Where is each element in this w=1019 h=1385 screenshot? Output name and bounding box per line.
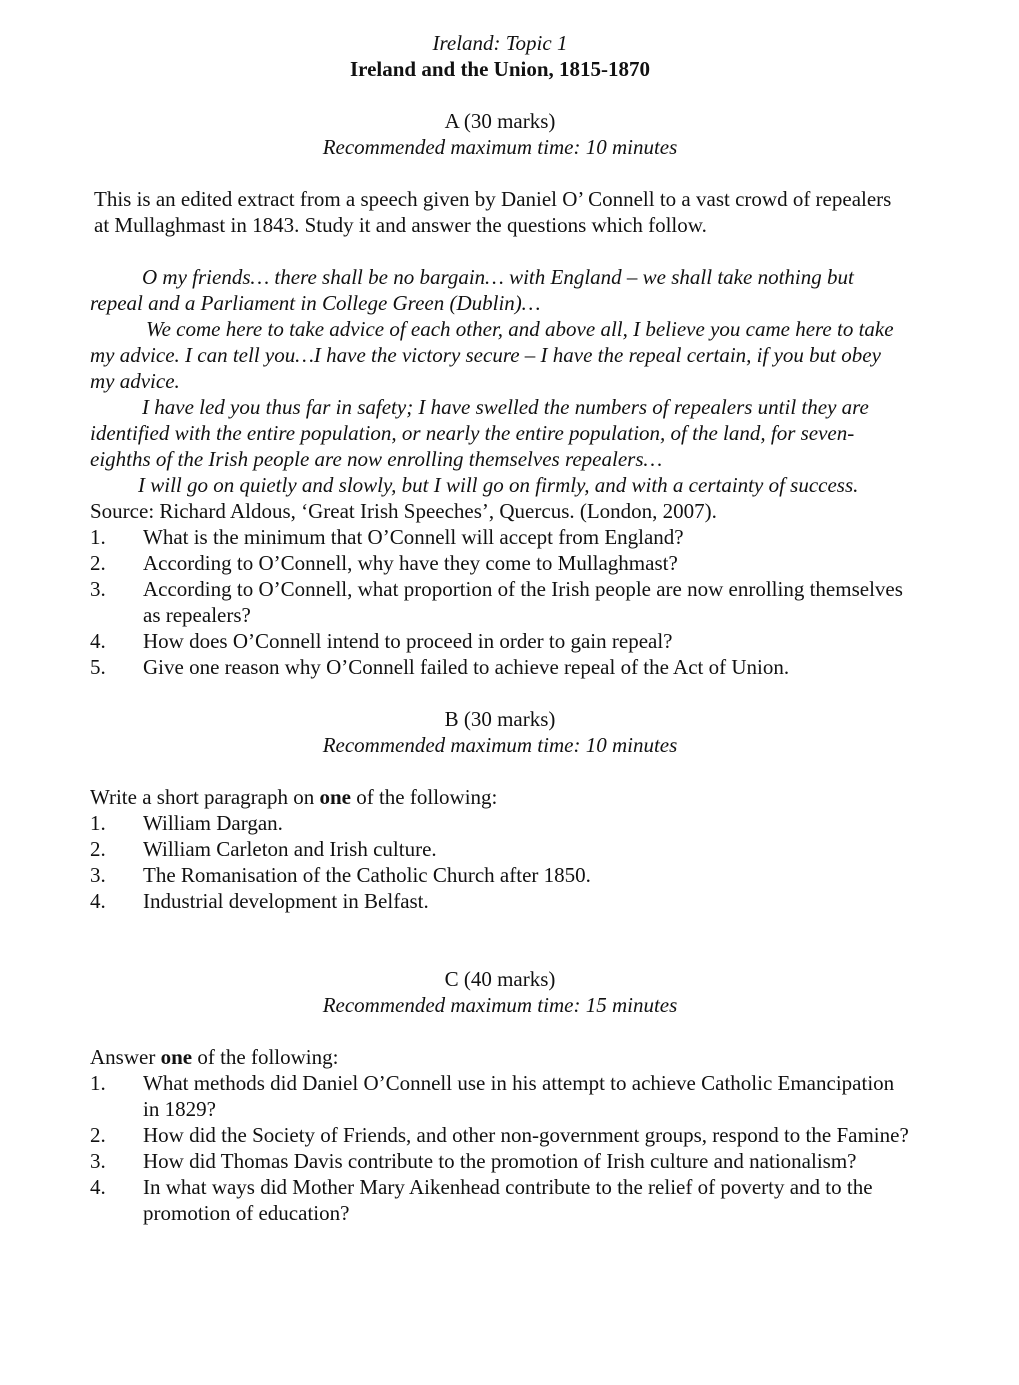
question-item bbox=[90, 576, 910, 628]
extract-paragraph: I will go on quietly and slowly, but I will go on firmly, and with a certainty of success. bbox=[138, 473, 859, 497]
section-a-time: Recommended maximum time: 10 minutes bbox=[322, 135, 678, 159]
question-text: William Dargan. bbox=[143, 811, 283, 835]
section-b-items bbox=[90, 810, 910, 914]
question-text: What is the minimum that O’Connell will accept from England? bbox=[143, 525, 684, 549]
exam-page bbox=[90, 30, 910, 1226]
question-text: Industrial development in Belfast. bbox=[143, 889, 429, 913]
question-item bbox=[90, 888, 910, 914]
question-item bbox=[90, 1148, 910, 1174]
question-item bbox=[90, 654, 910, 680]
question-text: The Romanisation of the Catholic Church after 1850. bbox=[143, 863, 591, 887]
question-item bbox=[90, 1174, 910, 1226]
speech-extract bbox=[90, 264, 910, 498]
question-item bbox=[90, 836, 910, 862]
extract-paragraph: O my friends… there shall be no bargain… with England – we shall take nothing but repeal and a Parliament in College Green (Dublin)… bbox=[90, 265, 854, 315]
question-item bbox=[90, 550, 910, 576]
instruction-text: of the following: bbox=[350, 785, 498, 809]
section-b-time: Recommended maximum time: 10 minutes bbox=[322, 733, 678, 757]
question-item bbox=[90, 524, 910, 550]
section-c bbox=[90, 966, 910, 1226]
instruction-text: Write a short paragraph on bbox=[90, 785, 320, 809]
section-a-heading: A (30 marks) bbox=[444, 109, 556, 133]
question-number: 4. bbox=[90, 629, 106, 653]
question-number: 4. bbox=[90, 889, 106, 913]
section-b bbox=[90, 706, 910, 914]
question-item bbox=[90, 810, 910, 836]
instruction-text: of the following: bbox=[192, 1045, 339, 1069]
question-number: 3. bbox=[90, 577, 106, 601]
question-number: 1. bbox=[90, 1071, 106, 1095]
extract-source: Source: Richard Aldous, ‘Great Irish Speeches’, Quercus. (London, 2007). bbox=[90, 499, 717, 523]
section-a bbox=[90, 108, 910, 680]
question-item bbox=[90, 628, 910, 654]
question-text: In what ways did Mother Mary Aikenhead contribute to the relief of poverty and to the promotion of education? bbox=[143, 1175, 873, 1225]
question-number: 3. bbox=[90, 1149, 106, 1173]
question-text: William Carleton and Irish culture. bbox=[143, 837, 437, 861]
extract-paragraph: I have led you thus far in safety; I have swelled the numbers of repealers until they are identified with the entire population, or nearly the entire population, of the land, for seven-eighths of the Irish people are now enrolling themselves repealers… bbox=[90, 395, 869, 471]
question-number: 4. bbox=[90, 1175, 106, 1199]
question-text: Give one reason why O’Connell failed to achieve repeal of the Act of Union. bbox=[143, 655, 790, 679]
section-a-questions bbox=[90, 524, 910, 680]
topic-label: Ireland: Topic 1 bbox=[432, 31, 568, 55]
question-number: 3. bbox=[90, 863, 106, 887]
question-text: What methods did Daniel O’Connell use in his attempt to achieve Catholic Emancipation in 1829? bbox=[143, 1071, 895, 1121]
section-b-heading: B (30 marks) bbox=[444, 707, 556, 731]
section-b-instruction bbox=[90, 784, 910, 810]
question-number: 2. bbox=[90, 837, 106, 861]
section-c-instruction bbox=[90, 1044, 910, 1070]
extract-paragraph: We come here to take advice of each other, and above all, I believe you came here to take my advice. I can tell you…I have the victory secure – I have the repeal certain, if you but obey my advice. bbox=[90, 317, 894, 393]
section-a-intro: This is an edited extract from a speech given by Daniel O’ Connell to a vast crowd of repealers at Mullaghmast in 1843. Study it and answer the questions which follow. bbox=[94, 187, 892, 237]
question-text: How does O’Connell intend to proceed in order to gain repeal? bbox=[143, 629, 673, 653]
instruction-emphasis: one bbox=[319, 785, 351, 809]
question-number: 1. bbox=[90, 811, 106, 835]
question-text: How did Thomas Davis contribute to the promotion of Irish culture and nationalism? bbox=[143, 1149, 857, 1173]
section-c-time: Recommended maximum time: 15 minutes bbox=[322, 993, 678, 1017]
page-title: Ireland and the Union, 1815-1870 bbox=[349, 57, 651, 81]
header bbox=[90, 30, 910, 82]
question-number: 2. bbox=[90, 1123, 106, 1147]
question-number: 2. bbox=[90, 551, 106, 575]
question-text: According to O’Connell, what proportion of the Irish people are now enrolling themselves as repealers? bbox=[143, 577, 903, 627]
question-item bbox=[90, 862, 910, 888]
question-item bbox=[90, 1070, 910, 1122]
question-number: 1. bbox=[90, 525, 106, 549]
instruction-text: Answer bbox=[90, 1045, 161, 1069]
question-text: How did the Society of Friends, and other non-government groups, respond to the Famine? bbox=[143, 1123, 909, 1147]
instruction-emphasis: one bbox=[160, 1045, 193, 1069]
question-text: According to O’Connell, why have they come to Mullaghmast? bbox=[143, 551, 678, 575]
section-c-items bbox=[90, 1070, 910, 1226]
section-c-heading: C (40 marks) bbox=[444, 967, 556, 991]
question-item bbox=[90, 1122, 910, 1148]
question-number: 5. bbox=[90, 655, 106, 679]
